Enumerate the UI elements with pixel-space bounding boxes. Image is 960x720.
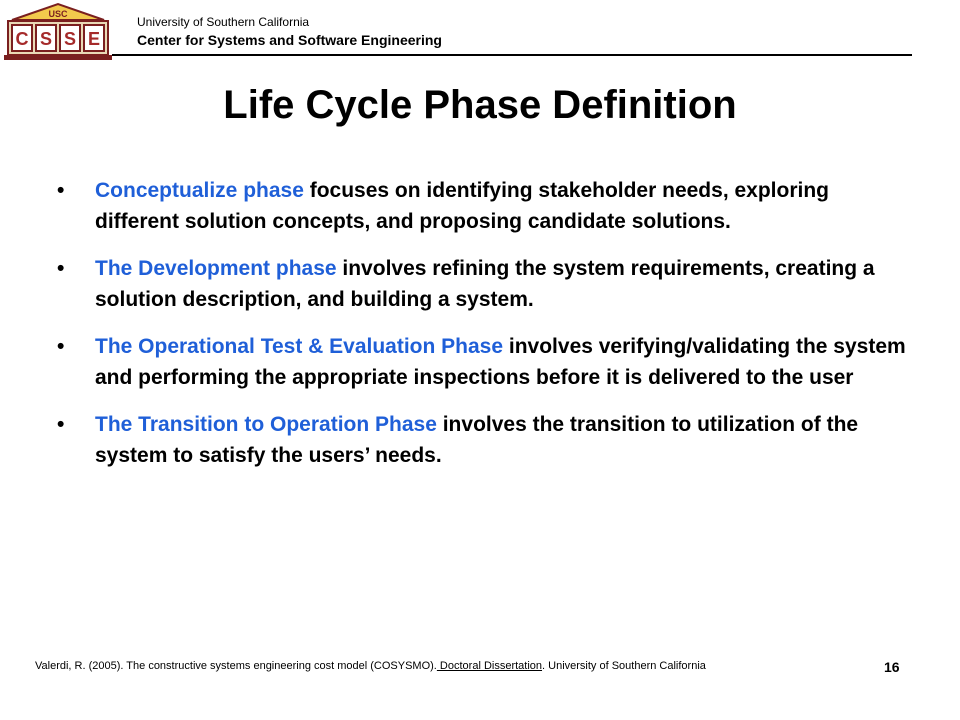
page-number: 16 <box>884 659 900 675</box>
university-name: University of Southern California <box>137 15 310 29</box>
usc-csse-logo <box>4 2 112 62</box>
slide-header <box>137 13 442 49</box>
logo-letter-s: S <box>63 29 77 49</box>
slide-title: Life Cycle Phase Definition <box>223 83 737 127</box>
bullet-highlight: The Operational Test & Evaluation Phase <box>95 335 504 358</box>
footer-citation <box>35 660 706 672</box>
bullet-highlight: The Transition to Operation Phase <box>95 413 437 436</box>
bullet-item <box>57 331 917 393</box>
bullet-highlight: The Development phase <box>95 257 337 280</box>
csse-logo-graphic <box>4 2 112 62</box>
bullet-item <box>57 175 917 237</box>
bullet-text: focuses on identifying stakeholder needs, exploring different solution concepts, and proposing candidate solutions. <box>95 179 829 233</box>
header-divider <box>112 54 912 56</box>
logo-letter-e: E <box>87 29 101 49</box>
logo-letter-c: C <box>15 29 29 49</box>
bullet-text: involves verifying/validating the system and performing the appropriate inspections before it is delivered to the user <box>95 335 906 389</box>
citation-text: Valerdi, R. (2005). The constructive systems engineering cost model (COSYSMO). <box>35 660 437 672</box>
center-name: Center for Systems and Software Engineering <box>137 32 442 48</box>
bullet-marker: • <box>57 257 65 280</box>
bullet-marker: • <box>57 179 65 202</box>
bullet-item <box>57 409 917 471</box>
bullet-item <box>57 253 917 315</box>
bullet-list <box>57 175 917 487</box>
citation-underlined: Doctoral Dissertation <box>436 660 543 672</box>
logo-letter-s: S <box>39 29 53 49</box>
bullet-text: involves refining the system requirements, creating a solution description, and building a system. <box>95 257 875 311</box>
logo-base <box>4 55 112 60</box>
citation-text-end: . University of Southern California <box>542 660 706 672</box>
bullet-text: involves the transition to utilization of the system to satisfy the users’ needs. <box>95 413 859 467</box>
logo-banner-text: USC <box>48 9 68 19</box>
bullet-marker: • <box>57 335 65 358</box>
bullet-highlight: Conceptualize phase <box>95 179 304 202</box>
bullet-marker: • <box>57 413 65 436</box>
